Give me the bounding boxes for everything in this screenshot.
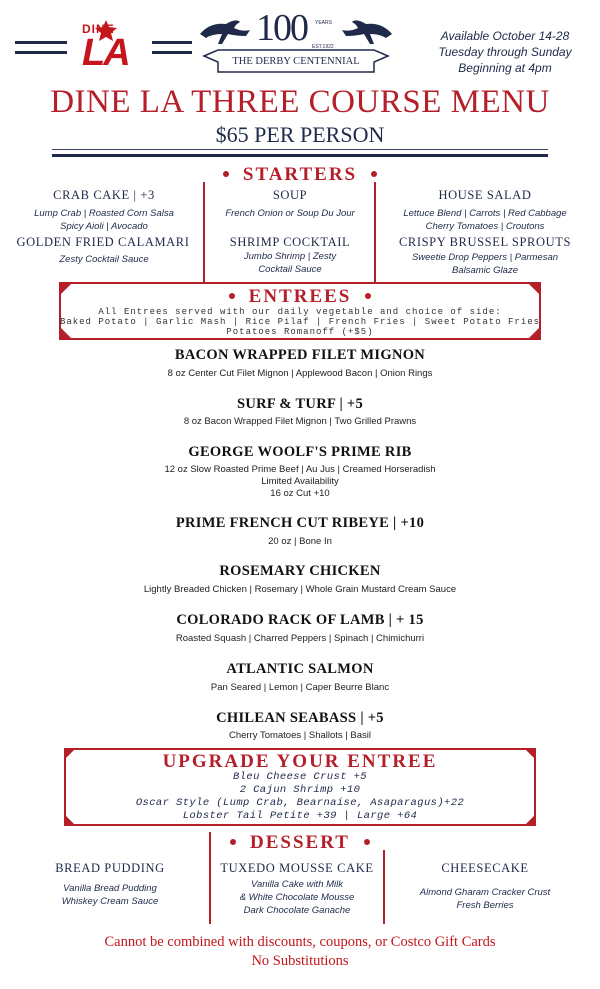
- entree-seabass-desc: Cherry Tomatoes | Shallots | Basil: [228, 730, 372, 741]
- dessert-bread-pudding-desc: [20, 882, 200, 908]
- title-rule-bottom: [52, 154, 548, 157]
- starter-soup-title: SOUP: [272, 188, 308, 202]
- upgrade-heading: UPGRADE YOUR ENTREE: [162, 751, 438, 772]
- heading-dot-left: [230, 839, 236, 845]
- starter-calamari-desc: [15, 253, 193, 266]
- centennial-years: YEARS: [315, 20, 332, 26]
- availability-days: Tuesday through Sunday: [438, 45, 572, 59]
- starter-soup-desc: [205, 207, 375, 220]
- entree-prime-rib-title: GEORGE WOOLF'S PRIME RIB: [188, 444, 412, 460]
- dine-la-logo: [76, 12, 142, 76]
- desc-line: Jumbo Shrimp | Zesty: [243, 251, 337, 262]
- desc-line: Sweetie Drop Peppers | Parmesan: [411, 252, 559, 263]
- upgrade-line-4: Lobster Tail Petite +39 | Large +64: [182, 810, 418, 822]
- desc-line: 16 oz Cut +10: [270, 488, 330, 499]
- desc-line: Cocktail Sauce: [258, 264, 322, 275]
- desc-line: 12 oz Slow Roasted Prime Beef | Au Jus | Creamed Horseradish: [164, 464, 436, 475]
- heading-dot-right: [371, 171, 377, 177]
- page-title: DINE LA THREE COURSE MENU: [50, 84, 550, 120]
- starter-brussel-title: CRISPY BRUSSEL SPROUTS: [398, 235, 572, 249]
- desc-line: Zesty Cocktail Sauce: [59, 254, 149, 265]
- entrees-heading: [0, 286, 600, 308]
- logo-la-text: LA: [82, 32, 129, 74]
- footer-disclaimer: Cannot be combined with discounts, coupons, or Costco Gift Cards: [104, 934, 496, 950]
- starter-shrimp-desc: [205, 250, 375, 276]
- desc-line: Limited Availability: [261, 476, 339, 487]
- heading-dot-right: [365, 293, 371, 299]
- desc-line: Vanilla Cake with Milk: [250, 879, 344, 890]
- desc-line: Lump Crab | Roasted Corn Salsa: [34, 208, 174, 219]
- dessert-heading: [0, 832, 600, 854]
- desc-line: Cherry Tomatoes | Croutons: [425, 221, 545, 232]
- starters-heading-text: STARTERS: [242, 164, 358, 185]
- desc-line: Spicy Aioli | Avocado: [60, 221, 148, 232]
- entree-chicken-desc: Lightly Breaded Chicken | Rosemary | Whole Grain Mustard Cream Sauce: [143, 584, 457, 595]
- title-rule-top: [52, 149, 548, 150]
- starter-crab-cake-desc: [15, 207, 193, 233]
- entree-surf-turf-desc: 8 oz Bacon Wrapped Filet Mignon | Two Grilled Prawns: [183, 416, 417, 427]
- availability-time: Beginning at 4pm: [458, 61, 552, 75]
- starter-house-salad-title: HOUSE SALAD: [438, 188, 532, 202]
- entree-ribeye-title: PRIME FRENCH CUT RIBEYE | +10: [175, 515, 425, 531]
- availability-dates: Available October 14-28: [440, 29, 570, 43]
- desc-line: Lettuce Blend | Carrots | Red Cabbage: [403, 208, 567, 219]
- centennial-number: 100: [256, 7, 307, 49]
- header-rule-left-bottom: [15, 51, 67, 54]
- header-rule-mid-bottom: [152, 51, 192, 54]
- entree-chicken-title: ROSEMARY CHICKEN: [219, 563, 381, 579]
- upgrade-line-1: Bleu Cheese Crust +5: [232, 771, 368, 783]
- starters-heading: [0, 164, 600, 186]
- price-per-person: $65 PER PERSON: [215, 122, 385, 147]
- centennial-banner-text: THE DERBY CENTENNIAL: [232, 56, 360, 67]
- entree-ribeye-desc: 20 oz | Bone In: [268, 536, 332, 547]
- desc-line: Balsamic Glaze: [452, 265, 518, 276]
- entree-surf-turf-title: SURF & TURF | +5: [236, 396, 364, 412]
- dessert-tuxedo-title: TUXEDO MOUSSE CAKE: [220, 861, 374, 875]
- centennial-est: EST.1922: [312, 44, 334, 50]
- starter-calamari-title: GOLDEN FRIED CALAMARI: [16, 235, 190, 249]
- dessert-tuxedo-desc: [211, 878, 383, 917]
- heading-dot-right: [364, 839, 370, 845]
- entree-lamb-title: COLORADO RACK OF LAMB | + 15: [176, 612, 424, 628]
- heading-dot-left: [223, 171, 229, 177]
- entree-salmon-title: ATLANTIC SALMON: [226, 661, 374, 677]
- entree-seabass-title: CHILEAN SEABASS | +5: [216, 710, 384, 726]
- dessert-cheesecake-desc: [385, 886, 585, 912]
- entrees-note-line-2: Baked Potato | Garlic Mash | Rice Pilaf | French Fries | Sweet Potato Fries: [59, 317, 541, 327]
- entree-filet-title: BACON WRAPPED FILET MIGNON: [174, 347, 426, 363]
- starter-shrimp-title: SHRIMP COCKTAIL: [229, 235, 351, 249]
- desc-line: Whiskey Cream Sauce: [61, 896, 159, 907]
- starter-crab-cake-title: CRAB CAKE | +3: [53, 188, 155, 202]
- desc-line: Fresh Berries: [456, 900, 514, 911]
- horse-right-icon: [342, 20, 392, 44]
- dessert-cheesecake-title: CHEESECAKE: [441, 861, 529, 875]
- desc-line: & White Chocolate Mousse: [239, 892, 355, 903]
- desc-line: Vanilla Bread Pudding: [63, 883, 157, 894]
- entree-salmon-desc: Pan Seared | Lemon | Caper Beurre Blanc: [210, 682, 390, 693]
- entree-lamb-desc: Roasted Squash | Charred Peppers | Spinach | Chimichurri: [175, 633, 425, 644]
- upgrade-line-3: Oscar Style (Lump Crab, Bearnaise, Asaparagus)+22: [135, 797, 465, 809]
- heading-dot-left: [229, 293, 235, 299]
- availability-block: [425, 28, 585, 76]
- footer-no-substitutions: No Substitutions: [251, 953, 349, 969]
- starter-brussel-desc: [380, 251, 590, 277]
- desc-line: French Onion or Soup Du Jour: [225, 208, 355, 219]
- dessert-bread-pudding-title: BREAD PUDDING: [55, 861, 165, 875]
- upgrade-line-2: 2 Cajun Shrimp +10: [239, 784, 361, 796]
- entrees-heading-text: ENTREES: [248, 286, 352, 307]
- dessert-heading-text: DESSERT: [250, 832, 350, 853]
- entrees-note-line-3: Potatoes Romanoff (+$5): [226, 327, 374, 337]
- starter-house-salad-desc: [380, 207, 590, 233]
- entrees-note-line-1: All Entrees served with our daily vegetable and choice of side:: [98, 307, 502, 317]
- horse-left-icon: [200, 20, 250, 44]
- entree-prime-rib-desc: [0, 464, 600, 500]
- header-rule-mid-top: [152, 41, 192, 44]
- derby-centennial-logo: [196, 6, 396, 84]
- desc-line: Almond Gharam Cracker Crust: [419, 887, 551, 898]
- entree-filet-desc: 8 oz Center Cut Filet Mignon | Applewood Bacon | Onion Rings: [167, 368, 433, 379]
- header-rule-left-top: [15, 41, 67, 44]
- logo-dine-text: DINE: [82, 22, 115, 36]
- desc-line: Dark Chocolate Ganache: [243, 905, 351, 916]
